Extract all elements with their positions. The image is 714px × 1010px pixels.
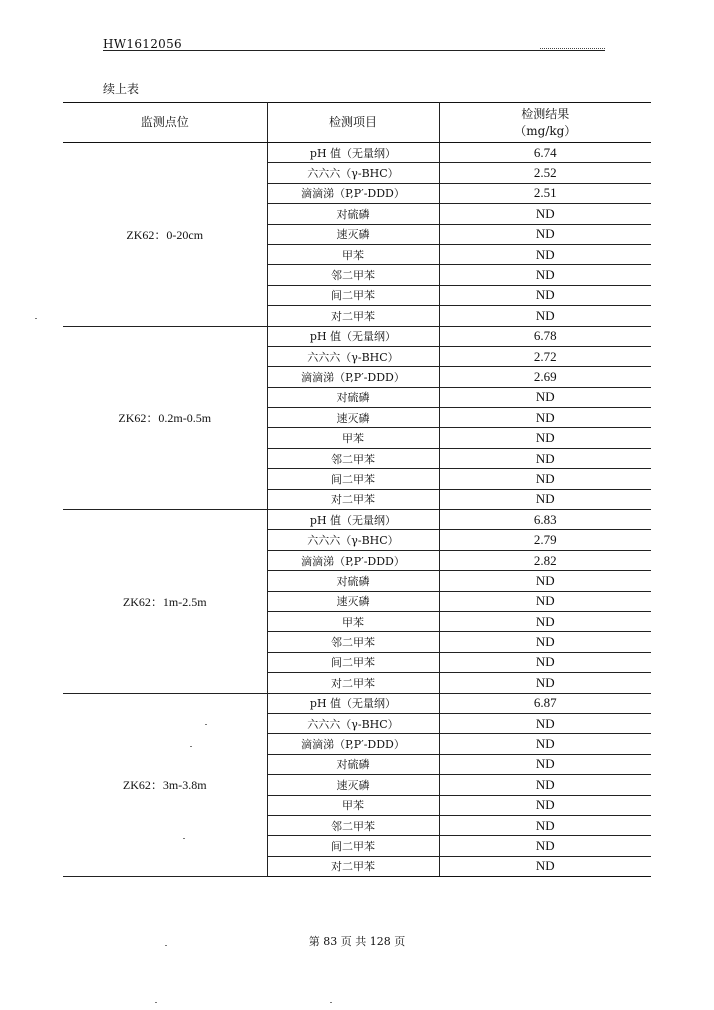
result-cell: ND <box>439 204 651 224</box>
result-cell: ND <box>439 285 651 305</box>
result-cell: ND <box>439 652 651 672</box>
result-cell: ND <box>439 224 651 244</box>
table-body <box>63 143 651 877</box>
document-id: HW1612056 <box>103 37 182 51</box>
results-table <box>63 102 651 877</box>
result-cell: 6.87 <box>439 693 651 713</box>
item-cell: 邻二甲苯 <box>267 815 439 835</box>
item-cell: 间二甲苯 <box>267 285 439 305</box>
scan-speck <box>190 746 192 747</box>
table-header-row <box>63 103 651 143</box>
result-cell: ND <box>439 713 651 733</box>
site-cell: ZK62：3m-3.8m <box>63 693 267 877</box>
item-cell: 速灭磷 <box>267 408 439 428</box>
result-cell: ND <box>439 387 651 407</box>
result-cell: ND <box>439 448 651 468</box>
scan-speck <box>330 1002 332 1003</box>
item-cell: 六六六（γ-BHC） <box>267 346 439 366</box>
item-cell: 速灭磷 <box>267 224 439 244</box>
column-header-site: 监测点位 <box>63 103 267 143</box>
result-cell: ND <box>439 408 651 428</box>
item-cell: 甲苯 <box>267 611 439 631</box>
table-row <box>63 693 651 713</box>
result-cell: ND <box>439 836 651 856</box>
item-cell: 间二甲苯 <box>267 836 439 856</box>
result-cell: ND <box>439 571 651 591</box>
item-cell: 对二甲苯 <box>267 856 439 876</box>
column-header-result-title: 检测结果 <box>521 106 570 121</box>
item-cell: 滴滴涕（P,P′-DDD） <box>267 183 439 203</box>
result-cell: ND <box>439 775 651 795</box>
item-cell: 对硫磷 <box>267 754 439 774</box>
item-cell: 邻二甲苯 <box>267 448 439 468</box>
result-cell: 6.74 <box>439 143 651 163</box>
site-cell: ZK62：1m-2.5m <box>63 510 267 694</box>
item-cell: 六六六（γ-BHC） <box>267 530 439 550</box>
item-cell: 速灭磷 <box>267 775 439 795</box>
item-cell: 滴滴涕（P,P′-DDD） <box>267 734 439 754</box>
item-cell: 对硫磷 <box>267 387 439 407</box>
header-rule <box>103 50 605 51</box>
item-cell: 邻二甲苯 <box>267 632 439 652</box>
table-row <box>63 143 651 163</box>
result-cell: 2.79 <box>439 530 651 550</box>
result-cell: ND <box>439 265 651 285</box>
result-cell: 2.72 <box>439 346 651 366</box>
result-cell: ND <box>439 673 651 693</box>
result-cell: ND <box>439 469 651 489</box>
scan-speck <box>183 838 185 839</box>
item-cell: pH 值（无量纲） <box>267 510 439 530</box>
result-cell: ND <box>439 428 651 448</box>
site-cell: ZK62：0.2m-0.5m <box>63 326 267 510</box>
result-cell: ND <box>439 856 651 876</box>
column-header-result <box>439 103 651 143</box>
result-cell: ND <box>439 244 651 264</box>
item-cell: 对硫磷 <box>267 204 439 224</box>
item-cell: 对二甲苯 <box>267 673 439 693</box>
scan-speck <box>35 318 37 319</box>
item-cell: 邻二甲苯 <box>267 265 439 285</box>
result-cell: 2.51 <box>439 183 651 203</box>
result-cell: ND <box>439 795 651 815</box>
table-continued-caption: 续上表 <box>103 82 140 96</box>
result-cell: ND <box>439 815 651 835</box>
scan-speck <box>205 724 207 725</box>
header-rule-dotted <box>540 48 605 49</box>
result-cell: 2.52 <box>439 163 651 183</box>
result-cell: ND <box>439 489 651 509</box>
item-cell: pH 值（无量纲） <box>267 326 439 346</box>
item-cell: 六六六（γ-BHC） <box>267 713 439 733</box>
result-cell: 2.69 <box>439 367 651 387</box>
result-cell: ND <box>439 611 651 631</box>
item-cell: 六六六（γ-BHC） <box>267 163 439 183</box>
result-cell: ND <box>439 591 651 611</box>
result-cell: 6.83 <box>439 510 651 530</box>
item-cell: 对硫磷 <box>267 571 439 591</box>
table-row <box>63 510 651 530</box>
result-cell: ND <box>439 306 651 326</box>
column-header-result-unit: （mg/kg） <box>514 123 577 138</box>
item-cell: 对二甲苯 <box>267 306 439 326</box>
item-cell: 速灭磷 <box>267 591 439 611</box>
column-header-item: 检测项目 <box>267 103 439 143</box>
item-cell: 间二甲苯 <box>267 469 439 489</box>
result-cell: 6.78 <box>439 326 651 346</box>
item-cell: 间二甲苯 <box>267 652 439 672</box>
item-cell: 甲苯 <box>267 428 439 448</box>
item-cell: 甲苯 <box>267 244 439 264</box>
result-cell: ND <box>439 734 651 754</box>
item-cell: 对二甲苯 <box>267 489 439 509</box>
result-cell: 2.82 <box>439 550 651 570</box>
item-cell: 甲苯 <box>267 795 439 815</box>
item-cell: pH 值（无量纲） <box>267 143 439 163</box>
result-cell: ND <box>439 754 651 774</box>
item-cell: 滴滴涕（P,P′-DDD） <box>267 367 439 387</box>
table-row <box>63 326 651 346</box>
page-number: 第 83 页 共 128 页 <box>308 935 406 948</box>
site-cell: ZK62：0-20cm <box>63 143 267 327</box>
scan-speck <box>165 945 167 946</box>
table-header <box>63 103 651 143</box>
result-cell: ND <box>439 632 651 652</box>
item-cell: pH 值（无量纲） <box>267 693 439 713</box>
scan-speck <box>155 1002 157 1003</box>
item-cell: 滴滴涕（P,P′-DDD） <box>267 550 439 570</box>
